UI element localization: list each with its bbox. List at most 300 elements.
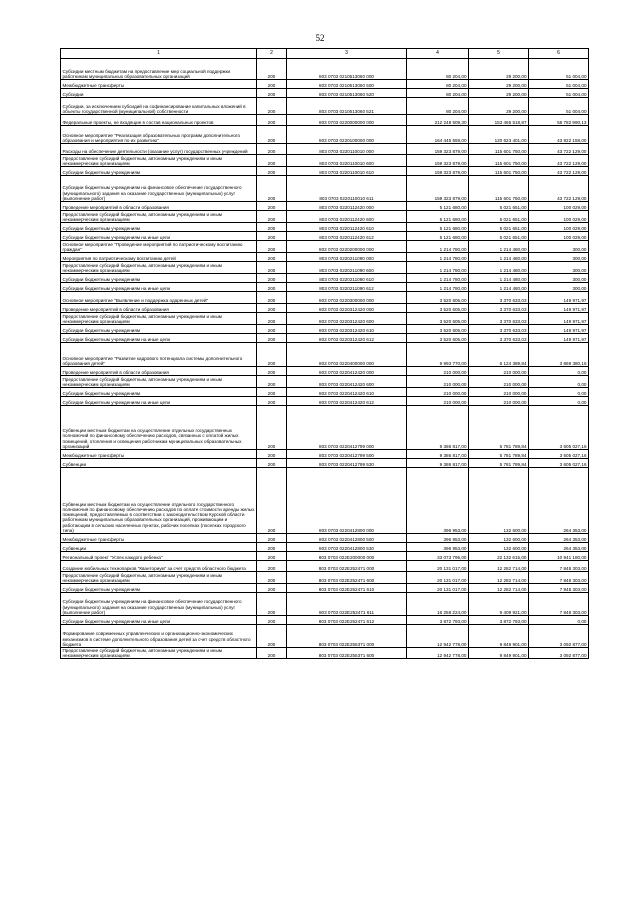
table-row — [61, 561, 589, 572]
table-row — [61, 89, 589, 98]
row-code: 803 0703 022E255371 600 — [287, 648, 407, 659]
row-code: 803 0703 0220300000 000 — [287, 292, 407, 304]
row-grbs: 200 — [257, 593, 287, 616]
table-row — [61, 115, 589, 126]
row-grbs: 200 — [257, 406, 287, 450]
table-row — [61, 59, 589, 80]
row-code: 803 0703 0220412799 000 — [287, 406, 407, 450]
table-row — [61, 304, 589, 313]
row-value-remaining: 51 004,00 — [529, 59, 589, 80]
row-description: Основное мероприятие "Выявление и поддержка одаренных детей" — [61, 292, 257, 304]
row-value-plan: 20 131 017,00 — [407, 572, 469, 584]
row-value-remaining: 0,00 — [529, 376, 589, 388]
row-value-remaining: 43 822 158,00 — [529, 126, 589, 144]
row-value-remaining: 0,00 — [529, 616, 589, 625]
header-cell: 1 — [61, 49, 257, 59]
table-row — [61, 625, 589, 648]
row-value-plan: 210 000,00 — [407, 376, 469, 388]
row-value-remaining: 51 004,00 — [529, 98, 589, 115]
row-grbs: 200 — [257, 313, 287, 325]
row-value-executed: 1 214 480,00 — [469, 274, 529, 283]
row-description: Субвенции местным бюджетам на осуществление отдельных государственных полномочий по финансовому обеспечению расходов, связанных с оплатой жилых помещений, отопления и освещения работникам муниципальных образовательных организаций — [61, 406, 257, 450]
row-value-plan: 159 323 879,00 — [407, 176, 469, 202]
row-value-plan: 20 131 017,00 — [407, 561, 469, 572]
row-value-executed: 210 000,00 — [469, 397, 529, 406]
row-value-remaining: 58 782 990,13 — [529, 115, 589, 126]
row-value-executed: 132 600,00 — [469, 543, 529, 552]
row-grbs: 200 — [257, 343, 287, 367]
table-row — [61, 543, 589, 552]
row-value-executed: 5 021 651,00 — [469, 211, 529, 223]
row-value-executed: 9 409 921,00 — [469, 593, 529, 616]
row-code: 803 0703 0220200000 000 — [287, 241, 407, 253]
row-value-plan: 5 121 680,00 — [407, 232, 469, 241]
row-value-executed: 3 370 633,03 — [469, 313, 529, 325]
table-row — [61, 334, 589, 343]
row-code: 803 0703 0220412420 600 — [287, 376, 407, 388]
row-value-executed: 29 200,00 — [469, 80, 529, 89]
row-grbs: 200 — [257, 450, 287, 459]
row-grbs: 200 — [257, 572, 287, 584]
row-value-executed: 6 124 389,84 — [469, 343, 529, 367]
row-value-plan: 1 214 780,00 — [407, 241, 469, 253]
row-value-executed: 12 282 714,00 — [469, 561, 529, 572]
row-value-remaining: 3 092 877,00 — [529, 648, 589, 659]
row-code: 803 0703 022E252471 612 — [287, 616, 407, 625]
row-code: 803 0703 0220312420 610 — [287, 325, 407, 334]
row-value-executed: 115 601 750,00 — [469, 176, 529, 202]
row-description: Субсидии бюджетным учреждениям на иные цели — [61, 397, 257, 406]
table-row — [61, 253, 589, 262]
row-value-plan: 159 323 879,00 — [407, 155, 469, 167]
row-grbs: 200 — [257, 241, 287, 253]
row-value-plan: 164 445 559,00 — [407, 126, 469, 144]
row-grbs: 200 — [257, 468, 287, 534]
row-description: Региональный проект "Успех каждого ребенка" — [61, 552, 257, 561]
page-number: 52 — [315, 33, 325, 43]
row-description: Субсидии бюджетным учреждениям — [61, 584, 257, 593]
row-description: Предоставление субсидий бюджетным, автономным учреждениям и иным некоммерческим организациям — [61, 211, 257, 223]
row-value-plan: 33 073 795,00 — [407, 552, 469, 561]
row-value-remaining: 43 722 129,00 — [529, 155, 589, 167]
table-row — [61, 155, 589, 167]
row-description: Субсидии бюджетным учреждениям — [61, 223, 257, 232]
row-grbs: 200 — [257, 334, 287, 343]
row-value-remaining: 300,00 — [529, 241, 589, 253]
table-row — [61, 98, 589, 115]
row-value-executed: 5 021 651,00 — [469, 202, 529, 211]
row-code: 803 0703 0220412800 530 — [287, 543, 407, 552]
row-code: 803 0703 022E255371 000 — [287, 625, 407, 648]
row-value-executed: 1 214 480,00 — [469, 253, 529, 262]
row-code: 803 0703 0220412800 500 — [287, 534, 407, 543]
row-value-plan: 5 121 680,00 — [407, 202, 469, 211]
row-value-remaining: 7 848 303,00 — [529, 561, 589, 572]
row-grbs: 200 — [257, 376, 287, 388]
row-value-plan: 12 942 778,00 — [407, 648, 469, 659]
table-row — [61, 126, 589, 144]
table-row — [61, 388, 589, 397]
row-grbs: 200 — [257, 561, 287, 572]
row-grbs: 200 — [257, 115, 287, 126]
row-value-plan: 210 000,00 — [407, 397, 469, 406]
row-value-remaining: 3 605 027,16 — [529, 450, 589, 459]
row-code: 803 0703 022E200000 000 — [287, 552, 407, 561]
row-value-executed: 132 600,00 — [469, 534, 529, 543]
row-value-remaining: 100 029,00 — [529, 211, 589, 223]
row-value-remaining: 51 004,00 — [529, 80, 589, 89]
row-value-executed: 9 849 901,00 — [469, 625, 529, 648]
row-code: 803 0703 0210513060 000 — [287, 59, 407, 80]
row-description: Субсидии бюджетным учреждениям — [61, 388, 257, 397]
row-description: Создание мобильных технопарков "Кванториум" за счет средств областного бюджета — [61, 561, 257, 572]
row-value-executed: 5 021 651,00 — [469, 223, 529, 232]
row-value-plan: 16 258 224,00 — [407, 593, 469, 616]
row-code: 803 0703 0210513060 520 — [287, 89, 407, 98]
row-value-plan: 80 204,00 — [407, 89, 469, 98]
row-description: Субсидии бюджетным учреждениям — [61, 325, 257, 334]
row-code: 803 0703 0220000000 000 — [287, 115, 407, 126]
table-row — [61, 406, 589, 450]
row-grbs: 200 — [257, 80, 287, 89]
row-value-executed: 3 370 633,03 — [469, 325, 529, 334]
row-code: 803 0703 0220211090 000 — [287, 253, 407, 262]
row-value-remaining: 100 029,00 — [529, 223, 589, 232]
header-cell: 4 — [407, 49, 469, 59]
row-value-executed: 5 781 789,84 — [469, 459, 529, 468]
row-description: Основное мероприятие "Развитие кадрового потенциала системы дополнительного образования детей" — [61, 343, 257, 367]
row-description: Субсидии бюджетным учреждениям на иные цели — [61, 616, 257, 625]
row-grbs: 200 — [257, 262, 287, 274]
row-value-remaining: 3 092 877,00 — [529, 625, 589, 648]
table-row — [61, 450, 589, 459]
row-code: 803 0703 0220412800 000 — [287, 468, 407, 534]
row-value-executed: 153 465 518,87 — [469, 115, 529, 126]
row-value-plan: 396 953,00 — [407, 543, 469, 552]
row-grbs: 200 — [257, 534, 287, 543]
table-row — [61, 584, 589, 593]
row-value-plan: 159 323 879,00 — [407, 144, 469, 155]
row-value-plan: 9 386 817,00 — [407, 450, 469, 459]
row-code: 803 0703 0220211090 610 — [287, 274, 407, 283]
header-cell: 2 — [257, 49, 287, 59]
row-grbs: 200 — [257, 325, 287, 334]
row-description: Формирование современных управленческих и организационно-экономических механизмов в системе дополнительного образования детей за счет средств областного бюджета — [61, 625, 257, 648]
table-row — [61, 144, 589, 155]
row-value-executed: 9 849 901,00 — [469, 648, 529, 659]
table-row — [61, 552, 589, 561]
row-value-executed: 12 282 714,00 — [469, 584, 529, 593]
row-value-plan: 3 520 605,00 — [407, 292, 469, 304]
row-description: Предоставление субсидий бюджетным, автономным учреждениям и иным некоммерческим организациям — [61, 155, 257, 167]
row-description: Предоставление субсидий бюджетным, автономным учреждениям и иным некоммерческим организациям — [61, 572, 257, 584]
table-row — [61, 325, 589, 334]
row-value-remaining: 300,00 — [529, 274, 589, 283]
row-value-plan: 3 520 605,00 — [407, 313, 469, 325]
row-value-remaining: 43 722 129,00 — [529, 144, 589, 155]
row-value-executed: 3 370 633,03 — [469, 334, 529, 343]
row-description: Субвенции — [61, 459, 257, 468]
row-value-remaining: 149 971,97 — [529, 325, 589, 334]
row-description: Основное мероприятие "Реализация образовательных программ дополнительного образования и мероприятия по их развитию" — [61, 126, 257, 144]
row-value-executed: 29 200,00 — [469, 59, 529, 80]
row-value-executed: 3 370 633,03 — [469, 292, 529, 304]
row-value-plan: 20 131 017,00 — [407, 584, 469, 593]
row-value-plan: 5 121 680,00 — [407, 211, 469, 223]
row-description: Предоставление субсидий бюджетным, автономным учреждениям и иным некоммерческим организациям — [61, 313, 257, 325]
row-code: 803 0703 022E252471 610 — [287, 584, 407, 593]
row-code: 803 0703 0220112420 000 — [287, 202, 407, 211]
table-row — [61, 202, 589, 211]
table-row — [61, 274, 589, 283]
budget-table — [60, 48, 589, 659]
row-grbs: 200 — [257, 144, 287, 155]
header-cell: 5 — [469, 49, 529, 59]
table-row — [61, 313, 589, 325]
row-description: Проведение мероприятий в области образования — [61, 367, 257, 376]
row-description: Расходы на обеспечение деятельности (оказание услуг) государственных учреждений — [61, 144, 257, 155]
row-value-remaining: 7 848 303,00 — [529, 572, 589, 584]
row-description: Субсидии бюджетным учреждениям — [61, 167, 257, 176]
row-code: 803 0703 0220312420 600 — [287, 313, 407, 325]
row-description: Основное мероприятие "Проведение мероприятий по патриотическому воспитанию граждан" — [61, 241, 257, 253]
row-description: Субсидии бюджетным учреждениям на иные цели — [61, 334, 257, 343]
row-grbs: 200 — [257, 283, 287, 292]
table-row — [61, 468, 589, 534]
row-grbs: 200 — [257, 552, 287, 561]
row-value-plan: 212 248 509,30 — [407, 115, 469, 126]
row-value-remaining: 3 605 027,16 — [529, 459, 589, 468]
row-code: 803 0703 0220112420 612 — [287, 232, 407, 241]
row-value-plan: 3 520 605,00 — [407, 325, 469, 334]
row-code: 803 0703 0210513060 500 — [287, 80, 407, 89]
row-code: 803 0703 0220100000 000 — [287, 126, 407, 144]
row-grbs: 200 — [257, 616, 287, 625]
row-grbs: 200 — [257, 155, 287, 167]
row-code: 803 0703 0220110010 610 — [287, 167, 407, 176]
table-header-row — [61, 49, 589, 59]
row-description: Предоставление субсидий бюджетным, автономным учреждениям и иным некоммерческим организациям — [61, 376, 257, 388]
table-row — [61, 616, 589, 625]
row-code: 803 0703 0220312420 000 — [287, 304, 407, 313]
row-value-remaining: 149 971,97 — [529, 292, 589, 304]
table-row — [61, 459, 589, 468]
row-value-remaining: 100 029,00 — [529, 232, 589, 241]
row-value-plan: 1 214 780,00 — [407, 262, 469, 274]
row-code: 803 0703 0220110010 611 — [287, 176, 407, 202]
row-value-executed: 115 601 750,00 — [469, 167, 529, 176]
row-value-remaining: 7 848 303,00 — [529, 593, 589, 616]
row-description: Проведение мероприятий в области образования — [61, 202, 257, 211]
row-value-remaining: 149 971,97 — [529, 334, 589, 343]
row-value-executed: 210 000,00 — [469, 388, 529, 397]
row-value-remaining: 264 353,00 — [529, 534, 589, 543]
row-code: 803 0703 0220412799 530 — [287, 459, 407, 468]
row-value-executed: 210 000,00 — [469, 376, 529, 388]
row-value-plan: 5 121 680,00 — [407, 223, 469, 232]
row-value-plan: 210 000,00 — [407, 367, 469, 376]
row-code: 803 0703 0220112420 600 — [287, 211, 407, 223]
row-code: 803 0703 0220412420 000 — [287, 367, 407, 376]
row-description: Субвенции — [61, 543, 257, 552]
row-grbs: 200 — [257, 388, 287, 397]
row-code: 803 0703 022E252471 000 — [287, 561, 407, 572]
row-grbs: 200 — [257, 584, 287, 593]
table-row — [61, 176, 589, 202]
row-value-plan: 9 386 817,00 — [407, 406, 469, 450]
row-description: Межбюджетные трансферты — [61, 534, 257, 543]
row-code: 803 0703 0210513060 521 — [287, 98, 407, 115]
row-grbs: 200 — [257, 59, 287, 80]
row-code: 803 0703 0220400000 000 — [287, 343, 407, 367]
row-value-remaining: 100 029,00 — [529, 202, 589, 211]
row-value-plan: 9 993 770,00 — [407, 343, 469, 367]
table-row — [61, 241, 589, 253]
row-value-executed: 132 600,00 — [469, 468, 529, 534]
row-value-remaining: 0,00 — [529, 367, 589, 376]
row-description: Субсидии бюджетным учреждениям на иные цели — [61, 232, 257, 241]
row-code: 803 0703 0220312420 612 — [287, 334, 407, 343]
row-description: Субсидии, за исключением субсидий на софинансирование капитальных вложений в объекты государственной (муниципальной) собственности — [61, 98, 257, 115]
table-row — [61, 223, 589, 232]
row-value-executed: 5 021 651,00 — [469, 232, 529, 241]
row-grbs: 200 — [257, 274, 287, 283]
table-row — [61, 572, 589, 584]
row-description: Субсидии бюджетным учреждениям — [61, 274, 257, 283]
row-value-plan: 12 942 778,00 — [407, 625, 469, 648]
row-value-executed: 1 214 480,00 — [469, 262, 529, 274]
row-grbs: 200 — [257, 98, 287, 115]
row-code: 803 0703 022E252471 611 — [287, 593, 407, 616]
row-grbs: 200 — [257, 543, 287, 552]
row-grbs: 200 — [257, 223, 287, 232]
row-value-plan: 80 204,00 — [407, 80, 469, 89]
row-value-executed: 3 872 793,00 — [469, 616, 529, 625]
row-grbs: 200 — [257, 253, 287, 262]
row-description: Мероприятия по патриотическому воспитанию детей — [61, 253, 257, 262]
row-value-plan: 3 520 605,00 — [407, 304, 469, 313]
row-value-remaining: 43 722 129,00 — [529, 176, 589, 202]
table-row — [61, 397, 589, 406]
table-row — [61, 283, 589, 292]
table-row — [61, 593, 589, 616]
row-grbs: 200 — [257, 292, 287, 304]
row-code: 803 0703 022E252471 600 — [287, 572, 407, 584]
row-description: Межбюджетные трансферты — [61, 450, 257, 459]
row-grbs: 200 — [257, 167, 287, 176]
row-value-remaining: 0,00 — [529, 388, 589, 397]
row-code: 803 0703 0220110010 600 — [287, 155, 407, 167]
row-value-plan: 210 000,00 — [407, 388, 469, 397]
row-value-remaining: 7 848 303,00 — [529, 584, 589, 593]
row-grbs: 200 — [257, 89, 287, 98]
table-row — [61, 80, 589, 89]
row-value-plan: 3 872 793,00 — [407, 616, 469, 625]
row-description: Межбюджетные трансферты — [61, 80, 257, 89]
row-value-plan: 9 386 817,00 — [407, 459, 469, 468]
table-row — [61, 262, 589, 274]
row-value-executed: 210 000,00 — [469, 367, 529, 376]
row-grbs: 200 — [257, 232, 287, 241]
table-row — [61, 376, 589, 388]
row-description: Субсидии бюджетным учреждениям на финансовое обеспечение государственного (муниципального) задания на оказание государственных (муниципальных) услуг (выполнение работ) — [61, 593, 257, 616]
row-value-remaining: 300,00 — [529, 253, 589, 262]
row-grbs: 200 — [257, 202, 287, 211]
row-value-remaining: 3 869 380,16 — [529, 343, 589, 367]
row-value-executed: 1 214 480,00 — [469, 283, 529, 292]
row-value-executed: 29 200,00 — [469, 89, 529, 98]
header-cell: 6 — [529, 49, 589, 59]
row-grbs: 200 — [257, 459, 287, 468]
row-value-remaining: 0,00 — [529, 397, 589, 406]
row-code: 803 0703 0220412420 612 — [287, 397, 407, 406]
row-description: Предоставление субсидий бюджетным, автономным учреждениям и иным некоммерческим организациям — [61, 262, 257, 274]
row-description: Федеральные проекты, не входящие в состав национальных проектов — [61, 115, 257, 126]
row-description: Субсидии — [61, 89, 257, 98]
row-value-remaining: 149 971,97 — [529, 313, 589, 325]
table-row — [61, 292, 589, 304]
row-description: Субвенции местным бюджетам на осуществление отдельного государственного полномочия по финансовому обеспечению расходов по оплате стоимости аренды жилых помещений, предоставляемых в соответствии с законодательством Курской области работникам муниципальных образовательных организаций, проживающим и работающим в сельских населенных пунктах, рабочих поселках (поселках городского типа) — [61, 468, 257, 534]
row-grbs: 200 — [257, 648, 287, 659]
header-cell: 3 — [287, 49, 407, 59]
row-value-executed: 22 132 615,00 — [469, 552, 529, 561]
row-grbs: 200 — [257, 397, 287, 406]
row-value-plan: 396 953,00 — [407, 468, 469, 534]
row-value-plan: 1 214 780,00 — [407, 253, 469, 262]
row-value-plan: 1 214 780,00 — [407, 283, 469, 292]
row-code: 803 0703 0220112420 610 — [287, 223, 407, 232]
table-row — [61, 167, 589, 176]
row-grbs: 200 — [257, 211, 287, 223]
row-code: 803 0703 0220412799 500 — [287, 450, 407, 459]
row-grbs: 200 — [257, 126, 287, 144]
row-value-remaining: 51 004,00 — [529, 89, 589, 98]
row-description: Проведение мероприятий в области образования — [61, 304, 257, 313]
row-grbs: 200 — [257, 367, 287, 376]
row-value-executed: 3 370 633,03 — [469, 304, 529, 313]
row-value-plan: 159 323 879,00 — [407, 167, 469, 176]
row-value-remaining: 300,00 — [529, 262, 589, 274]
row-description: Предоставление субсидий бюджетным, автономным учреждениям и иным некоммерческим организациям — [61, 648, 257, 659]
row-value-executed: 5 781 789,84 — [469, 450, 529, 459]
table-row — [61, 211, 589, 223]
row-code: 803 0703 0220211090 600 — [287, 262, 407, 274]
row-description: Субсидии местным бюджетам на предоставление мер социальной поддержки работникам муниципальных образовательных организаций — [61, 59, 257, 80]
row-value-remaining: 149 971,97 — [529, 304, 589, 313]
table-row — [61, 232, 589, 241]
row-value-executed: 29 200,00 — [469, 98, 529, 115]
row-value-plan: 1 214 780,00 — [407, 274, 469, 283]
row-grbs: 200 — [257, 304, 287, 313]
row-value-remaining: 43 722 129,00 — [529, 167, 589, 176]
row-value-plan: 396 953,00 — [407, 534, 469, 543]
row-value-executed: 115 601 750,00 — [469, 144, 529, 155]
row-value-remaining: 264 353,00 — [529, 543, 589, 552]
row-value-remaining: 300,00 — [529, 283, 589, 292]
row-code: 803 0703 0220211090 612 — [287, 283, 407, 292]
row-value-remaining: 10 941 180,00 — [529, 552, 589, 561]
row-value-plan: 80 204,00 — [407, 98, 469, 115]
table-row — [61, 367, 589, 376]
row-value-executed: 120 623 401,00 — [469, 126, 529, 144]
table-row — [61, 648, 589, 659]
row-grbs: 200 — [257, 176, 287, 202]
row-value-executed: 12 282 714,00 — [469, 572, 529, 584]
row-value-executed: 115 601 750,00 — [469, 155, 529, 167]
row-description: Субсидии бюджетным учреждениям на финансовое обеспечение государственного (муниципального) задания на оказание государственных (муниципальных) услуг (выполнение работ) — [61, 176, 257, 202]
table-row — [61, 343, 589, 367]
row-value-plan: 3 520 605,00 — [407, 334, 469, 343]
